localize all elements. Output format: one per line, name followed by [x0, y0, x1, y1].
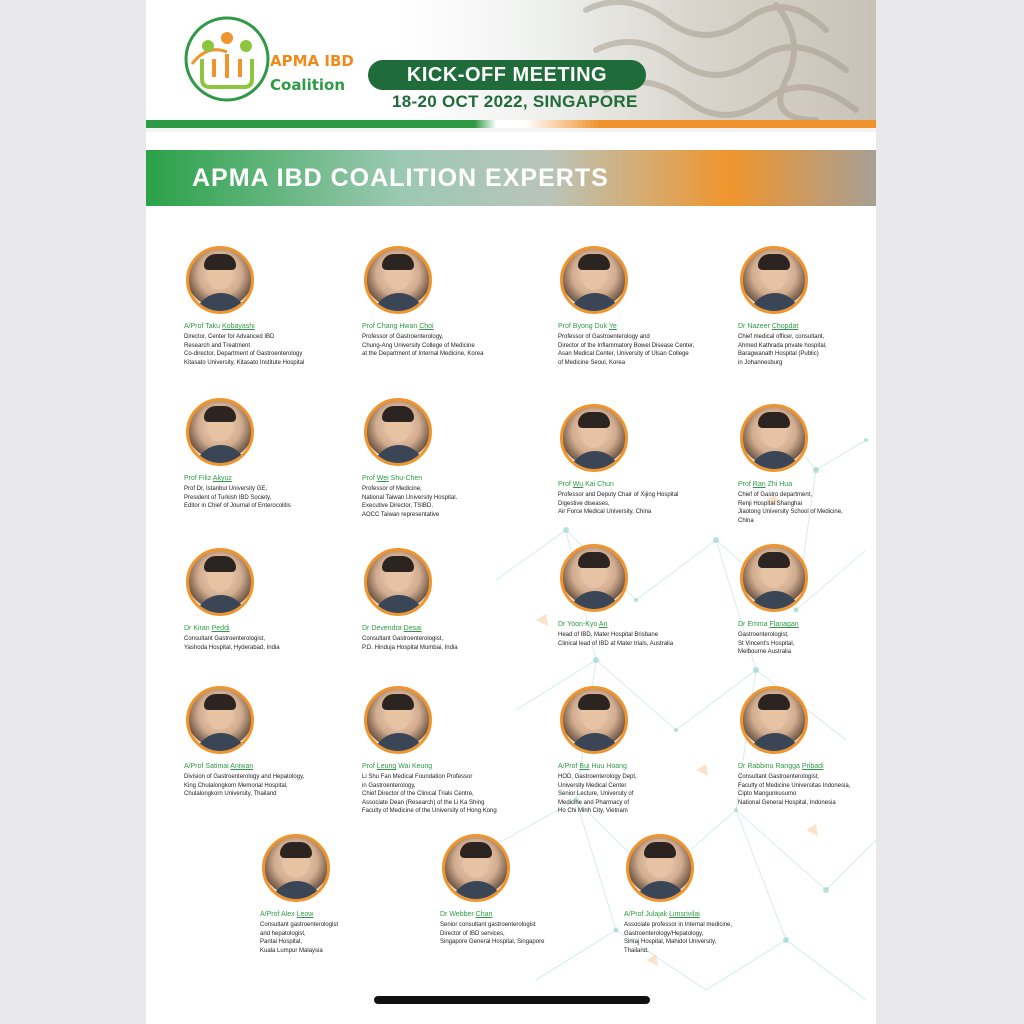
expert-photo [560, 544, 628, 612]
expert-photo [262, 834, 330, 902]
expert-name: Dr Kiran Peddi [184, 625, 230, 632]
expert-affiliation: Director, Center for Advanced IBD Research and Treatment Co-director, Department of Gastroenterology Kitasato University, Kitasato Institute Hospital [184, 334, 305, 366]
expert-name: Dr Yoon-Kyo An [558, 621, 608, 628]
expert-affiliation: Consultant gastroenterologist and hepatologist, Pantai Hospital, Kuala Lumpur Malaysia [260, 922, 339, 954]
expert-photo [364, 246, 432, 314]
expert-name: Prof Ran Zhi Hua [738, 481, 793, 488]
expert-photo [560, 686, 628, 754]
expert-affiliation: Chief medical officer, consultant, Ahmed Kathrada private hospital, Baragwanath Hospital (Public) in Johannesburg [738, 334, 827, 366]
expert-photo [186, 246, 254, 314]
expert-name: Prof Filiz Akyuz [184, 475, 232, 482]
section-banner [146, 150, 876, 206]
expert-affiliation: Consultant Gastroenterologist, Faculty of Medicine Universitas Indonesia, Cipto Mangunkusumo National General Hospital, Indonesia [738, 774, 851, 806]
expert-photo [364, 398, 432, 466]
expert-affiliation: Division of Gastroenterology and Hepatology, King Chulalongkorn Memorial Hospital, Chulalongkorn University, Thailand [184, 774, 305, 797]
expert-affiliation: Prof Dr, Istanbul University GE, President of Turkish IBD Society, Editor in Chief of Journal of Enterocolitis [184, 486, 291, 509]
expert-photo [740, 404, 808, 472]
section-title: APMA IBD COALITION EXPERTS [192, 164, 609, 192]
expert-affiliation: Consultant Gastroenterologist, Yashoda Hospital, Hyderabad, India [184, 636, 280, 651]
expert-photo [364, 548, 432, 616]
expert-name: Prof Leung Wai Keung [362, 763, 433, 770]
expert-name: A/Prof Bui Huu Hoang [558, 763, 627, 770]
expert-affiliation: Associate professor in Internal medicine, Gastroenterology/Hepatology, Siriraj Hospital, Mahidol University, Thailand. [624, 922, 733, 954]
expert-name: A/Prof Taku Kobayashi [184, 323, 255, 330]
event-date: 18-20 OCT 2022, SINGAPORE [392, 92, 638, 111]
expert-name: A/Prof Alex Leow [260, 911, 314, 918]
logo-text-bottom: Coalition [270, 76, 346, 94]
expert-photo [186, 548, 254, 616]
expert-photo [186, 686, 254, 754]
expert-affiliation: Professor of Gastroenterology, Chung-Ang University College of Medicine at the Department of Internal Medicine, Korea [362, 334, 484, 357]
logo-text-top: APMA IBD [270, 52, 354, 70]
expert-photo [740, 686, 808, 754]
expert-photo [364, 686, 432, 754]
expert-name: Prof Wu Kai Chun [558, 481, 614, 488]
expert-name: Dr Rabbinu Rangga Pribadi [738, 763, 824, 770]
expert-name: Dr Nazeer Chopdat [738, 323, 799, 330]
expert-photo [740, 246, 808, 314]
expert-affiliation: Consultant Gastroenterologist, P.D. Hinduja Hospital Mumbai, India [362, 636, 458, 651]
home-indicator [374, 996, 650, 1004]
apma-ibd-logo-icon [182, 14, 272, 104]
expert-affiliation: Professor of Medicine, National Taiwan University Hospital. Executive Director, TSIBD, AOCC Taiwan representative [362, 486, 458, 518]
expert-name: Prof Byong Duk Ye [558, 323, 617, 330]
expert-photo [626, 834, 694, 902]
expert-affiliation: Chief of Gastro department, Renji Hospital Shanghai Jiaotong University School of Medicine, China [738, 492, 843, 524]
expert-name: Dr Devendra Desai [362, 625, 422, 632]
accent-stripe-shadow [146, 128, 876, 132]
poster [146, 0, 876, 1024]
header [146, 0, 876, 120]
expert-affiliation: HOD, Gastroenterology Dept, University Medical Center Senior Lecture, University of Medicine and Pharmacy of Ho Chi Minh City, Vietnam [558, 774, 637, 814]
expert-name: A/Prof Satimai Aniwan [184, 763, 254, 770]
expert-photo [560, 246, 628, 314]
expert-affiliation: Senior consultant gastroenterologist Director of IBD services, Singapore General Hospital, Singapore [440, 922, 545, 945]
expert-affiliation: Head of IBD, Mater Hospital Brisbane Clinical lead of IBD at Mater trials, Australia [558, 632, 674, 647]
expert-name: Prof Wei Shu-Chen [362, 475, 423, 482]
expert-name: Dr Webber Chan [440, 911, 493, 918]
expert-photo [740, 544, 808, 612]
expert-photo [186, 398, 254, 466]
expert-name: Dr Emma Flanagan [738, 621, 799, 628]
expert-name: A/Prof Julajak Limsrivilai [624, 911, 700, 918]
expert-photo [560, 404, 628, 472]
expert-photo [442, 834, 510, 902]
accent-stripe [146, 120, 876, 128]
expert-affiliation: Li Shu Fan Medical Foundation Professor in Gastroenterology, Chief Director of the Clinical Trials Centre, Associate Dean (Research) of the Li Ka Shing Faculty of Medicine of the University of Hong Kong [362, 774, 497, 814]
kickoff-badge: KICK-OFF MEETING [368, 60, 646, 90]
expert-name: Prof Chang Hwan Choi [362, 323, 434, 330]
expert-affiliation: Professor and Deputy Chair of Xijing Hospital Digestive diseases, Air Force Medical University, China [558, 492, 679, 515]
expert-affiliation: Gastroenterologist, St Vincent's Hospital, Melbourne Australia [738, 632, 795, 655]
expert-affiliation: Professor of Gastroenterology and Director of the Inflammatory Bowel Disease Center, Asan Medical Center, University of Ulsan College of Medicine Seoul, Korea [558, 334, 695, 366]
